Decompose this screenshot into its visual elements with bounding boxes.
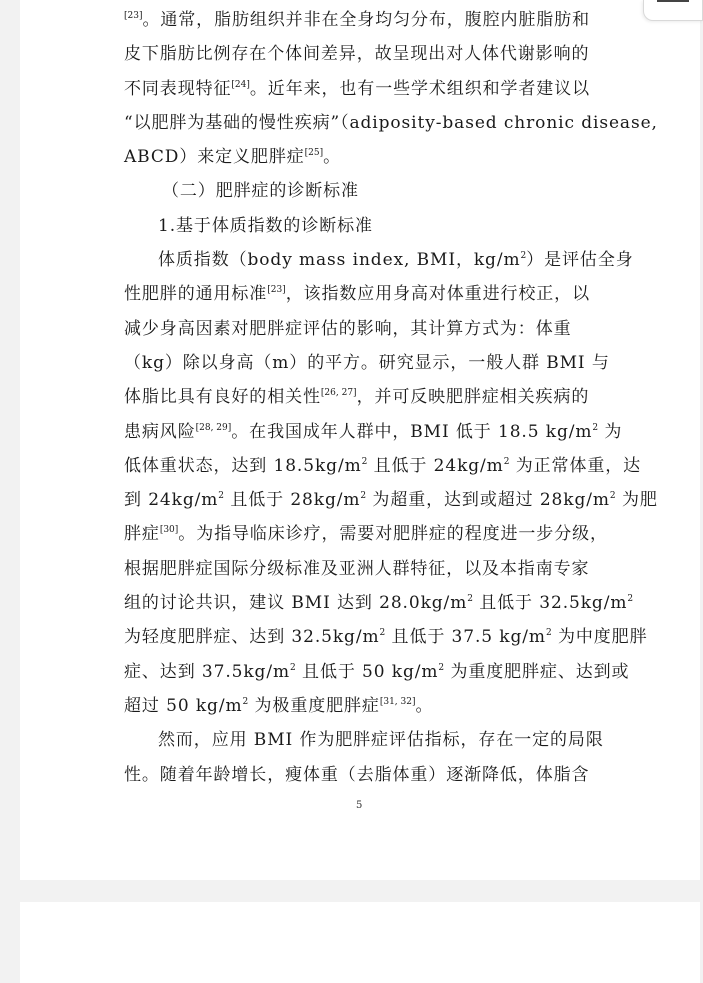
superscript: [30]: [159, 525, 179, 536]
text-run: 且低于 50 kg/m: [295, 661, 439, 682]
superscript: 2: [467, 594, 473, 605]
text-run: 到 24kg/m: [124, 490, 219, 511]
text-run: 根据肥胖症国际分级标准及亚洲人群特征，以及本指南专家: [124, 558, 590, 579]
text-line: [124, 552, 597, 586]
text-run: 且低于 28kg/m: [224, 490, 361, 511]
superscript: [24]: [231, 79, 250, 90]
text-run: 不同表现特征: [124, 78, 232, 99]
text-line: [124, 415, 623, 449]
text-line: [124, 655, 630, 689]
superscript: 2: [361, 456, 368, 467]
text-line: [124, 689, 597, 723]
text-line: [124, 3, 597, 37]
text-run: 然而，应用 BMI 作为肥胖症评估指标，存在一定的局限: [158, 730, 604, 751]
text-run: 且低于 32.5kg/m: [472, 593, 628, 614]
superscript: [23]: [124, 11, 143, 21]
text-run: “以肥胖为基础的慢性疾病”（adiposity-based chronic disease,: [124, 112, 658, 133]
text-run: 患病风险: [124, 421, 196, 442]
text-run: 低体重状态，达到 18.5kg/m: [124, 455, 362, 476]
text-run: ）是评估全身: [526, 250, 634, 271]
text-line: [124, 346, 610, 380]
text-run: （二）肥胖症的诊断标准: [162, 181, 359, 202]
text-run: 为肥: [615, 490, 658, 511]
text-run: 组的讨论共识，建议 BMI 达到 28.0kg/m: [124, 593, 468, 614]
text-line: [124, 723, 604, 757]
text-run: 减少身高因素对肥胖症评估的影响，其计算方式为：体重: [124, 318, 572, 339]
superscript: [26, 27]: [320, 388, 357, 399]
text-run: 。近年来，也有一些学术组织和学者建议以: [249, 78, 590, 99]
superscript: 2: [379, 628, 386, 639]
superscript: [28, 29]: [195, 422, 232, 433]
text-run: 。为指导临床诊疗，需要对肥胖症的程度进一步分级，: [178, 524, 608, 545]
text-line: [124, 312, 597, 346]
page-number: 5: [356, 800, 363, 811]
text-run: 体脂比具有良好的相关性: [124, 387, 321, 408]
text-line: [124, 620, 648, 654]
text-line: [124, 586, 634, 620]
superscript: 2: [520, 251, 527, 262]
text-run: ，并可反映肥胖症相关疾病的: [356, 387, 590, 408]
menu-handle-icon: [657, 0, 689, 2]
superscript: 2: [360, 491, 367, 502]
text-run: 胖症: [124, 524, 160, 545]
text-line: [124, 277, 597, 311]
superscript: 2: [290, 662, 296, 673]
superscript: 2: [242, 696, 249, 707]
text-line: [124, 37, 597, 71]
text-run: 超过 50 kg/m: [124, 695, 243, 716]
text-line: [124, 483, 658, 517]
body-text: [124, 0, 658, 792]
text-run: 体质指数（body mass index, BMI，kg/m: [158, 250, 521, 271]
text-run: 且低于 24kg/m: [367, 455, 504, 476]
superscript: 2: [438, 662, 445, 673]
text-line: [124, 106, 658, 140]
text-run: 为极重度肥胖症: [248, 695, 380, 716]
text-run: 皮下脂肪比例存在个体间差异，故呈现出对人体代谢影响的: [124, 44, 590, 65]
text-run: 。: [415, 695, 434, 716]
text-run: 为轻度肥胖症、达到 32.5kg/m: [124, 627, 380, 648]
text-run: 1.基于体质指数的诊断标准: [158, 215, 373, 236]
text-run: 为超重，达到或超过 28kg/m: [366, 490, 610, 511]
text-run: ABCD）来定义肥胖症: [124, 147, 305, 168]
text-line: [124, 243, 634, 277]
text-run: 症、达到 37.5kg/m: [124, 661, 290, 682]
text-run: 性。随着年龄增长，瘦体重（去脂体重）逐渐降低，体脂含: [124, 764, 590, 785]
superscript: 2: [609, 491, 616, 502]
superscript: 2: [545, 628, 552, 639]
text-line: [124, 140, 597, 174]
superscript: [23]: [267, 285, 286, 296]
text-run: 。通常，脂肪组织并非在全身均匀分布，腹腔内脏脂肪和: [142, 10, 590, 30]
text-line: [124, 517, 608, 551]
text-run: 为中度肥胖: [551, 627, 648, 648]
superscript: [25]: [304, 148, 324, 159]
text-run: ，该指数应用身高对体重进行校正，以: [285, 284, 590, 305]
superscript: 2: [218, 491, 225, 502]
text-run: （kg）除以身高（m）的平方。研究显示，一般人群 BMI 与: [124, 352, 610, 373]
next-page: [20, 902, 700, 983]
document-page: [20, 0, 700, 880]
text-run: 为正常体重，达: [509, 455, 642, 476]
superscript: [31, 32]: [379, 696, 416, 707]
text-line: [124, 209, 597, 243]
superscript: 2: [627, 594, 634, 605]
text-run: 。: [323, 147, 342, 168]
menu-tab[interactable]: [643, 0, 703, 21]
text-line: [124, 449, 642, 483]
text-run: 。在我国成年人群中，BMI 低于 18.5 kg/m: [231, 421, 593, 442]
text-line: [124, 174, 597, 208]
superscript: 2: [503, 456, 510, 467]
superscript: 2: [592, 422, 599, 433]
text-line: [124, 380, 597, 414]
text-line: [124, 72, 597, 106]
text-run: 为: [598, 421, 623, 442]
text-run: 为重度肥胖症、达到或: [444, 661, 630, 682]
text-run: 性肥胖的通用标准: [124, 284, 268, 305]
text-run: 且低于 37.5 kg/m: [385, 627, 546, 648]
text-line: [124, 758, 597, 792]
